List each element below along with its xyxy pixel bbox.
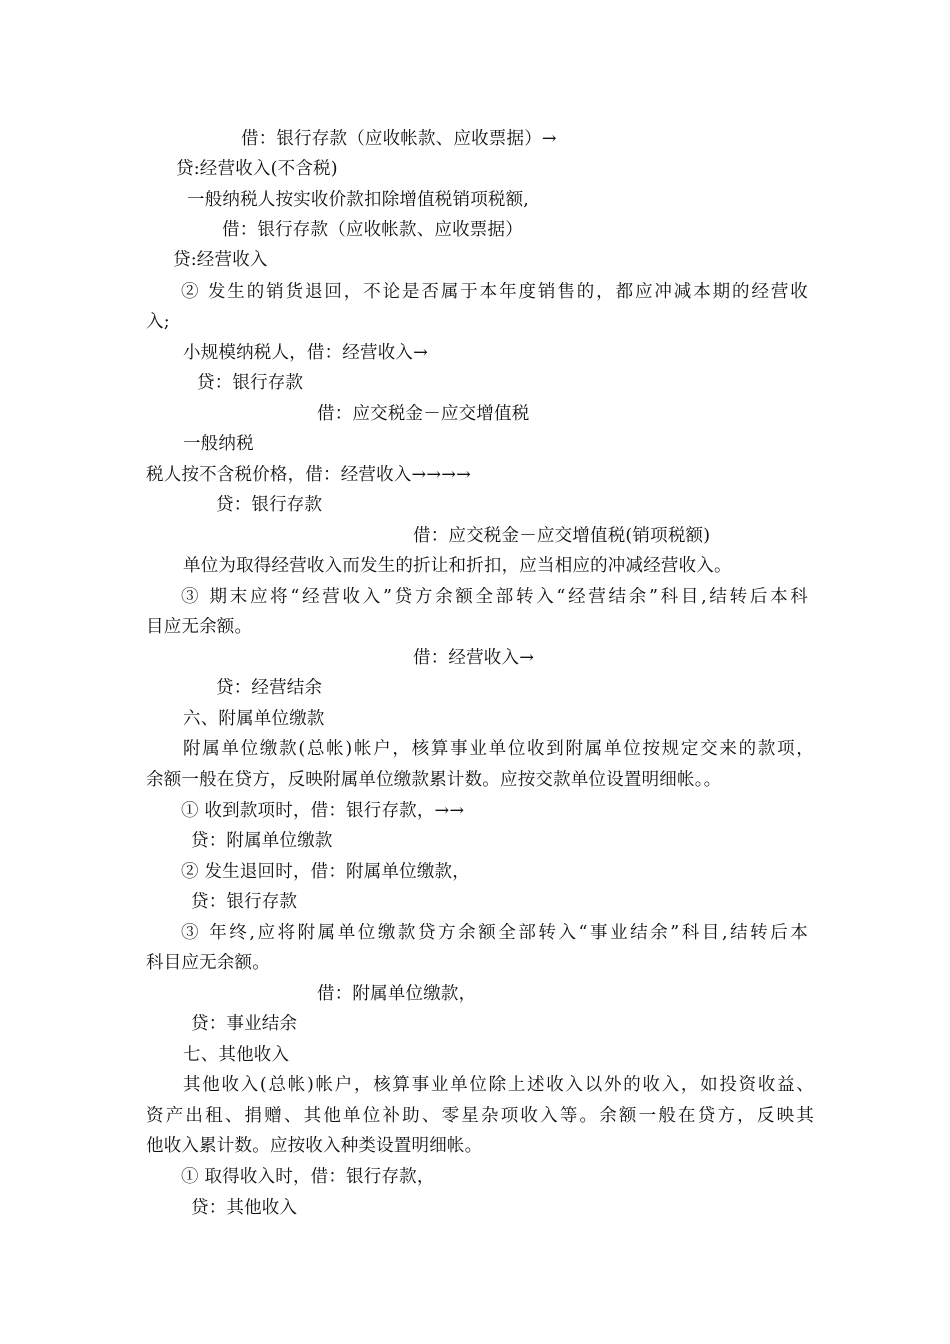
text-line: 贷：银行存款 [197,373,304,393]
text-line: 贷:经营收入 [173,250,268,270]
text-line: ③ 年终,应将附属单位缴款贷方余额全部转入“事业结余”科目,结转后本 [181,923,808,943]
text-line: 他收入累计数。应按收入种类设置明细帐。 [146,1136,483,1156]
text-line: 科目应无余额。 [146,953,270,973]
text-line: 目应无余额。 [146,617,253,637]
text-line: 借：经营收入→ [413,648,535,668]
text-line: ① 收到款项时，借：银行存款，→→ [181,801,465,821]
text-line: ① 取得收入时，借：银行存款， [181,1167,435,1187]
text-line: 其他收入(总帐)帐户，核算事业单位除上述收入以外的收入，如投资收益、 [183,1075,814,1095]
text-line: 借：应交税金－应交增值税(销项税额) [413,526,711,546]
text-line: 入; [146,312,170,332]
section-heading: 六、附属单位缴款 [183,709,325,729]
text-line: 一般纳税 [183,434,254,454]
text-line: 借：附属单位缴款， [317,984,477,1004]
text-line: ② 发生的销货退回，不论是否属于本年度销售的，都应冲减本期的经营收 [181,282,808,302]
text-line: 贷：银行存款 [216,495,323,515]
text-line: 小规模纳税人，借：经营收入→ [183,343,428,363]
text-line: ③ 期末应将“经营收入”贷方余额全部转入“经营结余”科目,结转后本科 [181,587,808,607]
text-line: 单位为取得经营收入而发生的折让和折扣，应当相应的冲减经营收入。 [183,556,732,576]
text-line: 资产出租、捐赠、其他单位补助、零星杂项收入等。余额一般在贷方，反映其 [146,1106,814,1126]
text-line: ② 发生退回时，借：附属单位缴款， [181,862,470,882]
section-heading: 七、其他收入 [183,1045,290,1065]
text-line: 借：应交税金－应交增值税 [317,404,530,424]
text-line: 贷:经营收入(不含税) [176,159,338,179]
text-line: 税人按不含税价格，借：经营收入→→→→ [146,465,471,485]
text-line: 贷：经营结余 [216,678,323,698]
text-line: 一般纳税人按实收价款扣除增值税销项税额, [187,190,530,210]
text-line: 贷：银行存款 [191,892,298,912]
text-line: 贷：事业结余 [191,1014,298,1034]
text-line: 贷：其他收入 [191,1198,298,1218]
text-line: 借：银行存款（应收帐款、应收票据） [222,220,523,240]
text-line: 借：银行存款（应收帐款、应收票据）→ [241,129,557,149]
text-line: 余额一般在贷方，反映附属单位缴款累计数。应按交款单位设置明细帐。。 [146,770,722,790]
text-line: 附属单位缴款(总帐)帐户，核算事业单位收到附属单位按规定交来的款项， [183,739,814,759]
text-line: 贷：附属单位缴款 [191,831,333,851]
